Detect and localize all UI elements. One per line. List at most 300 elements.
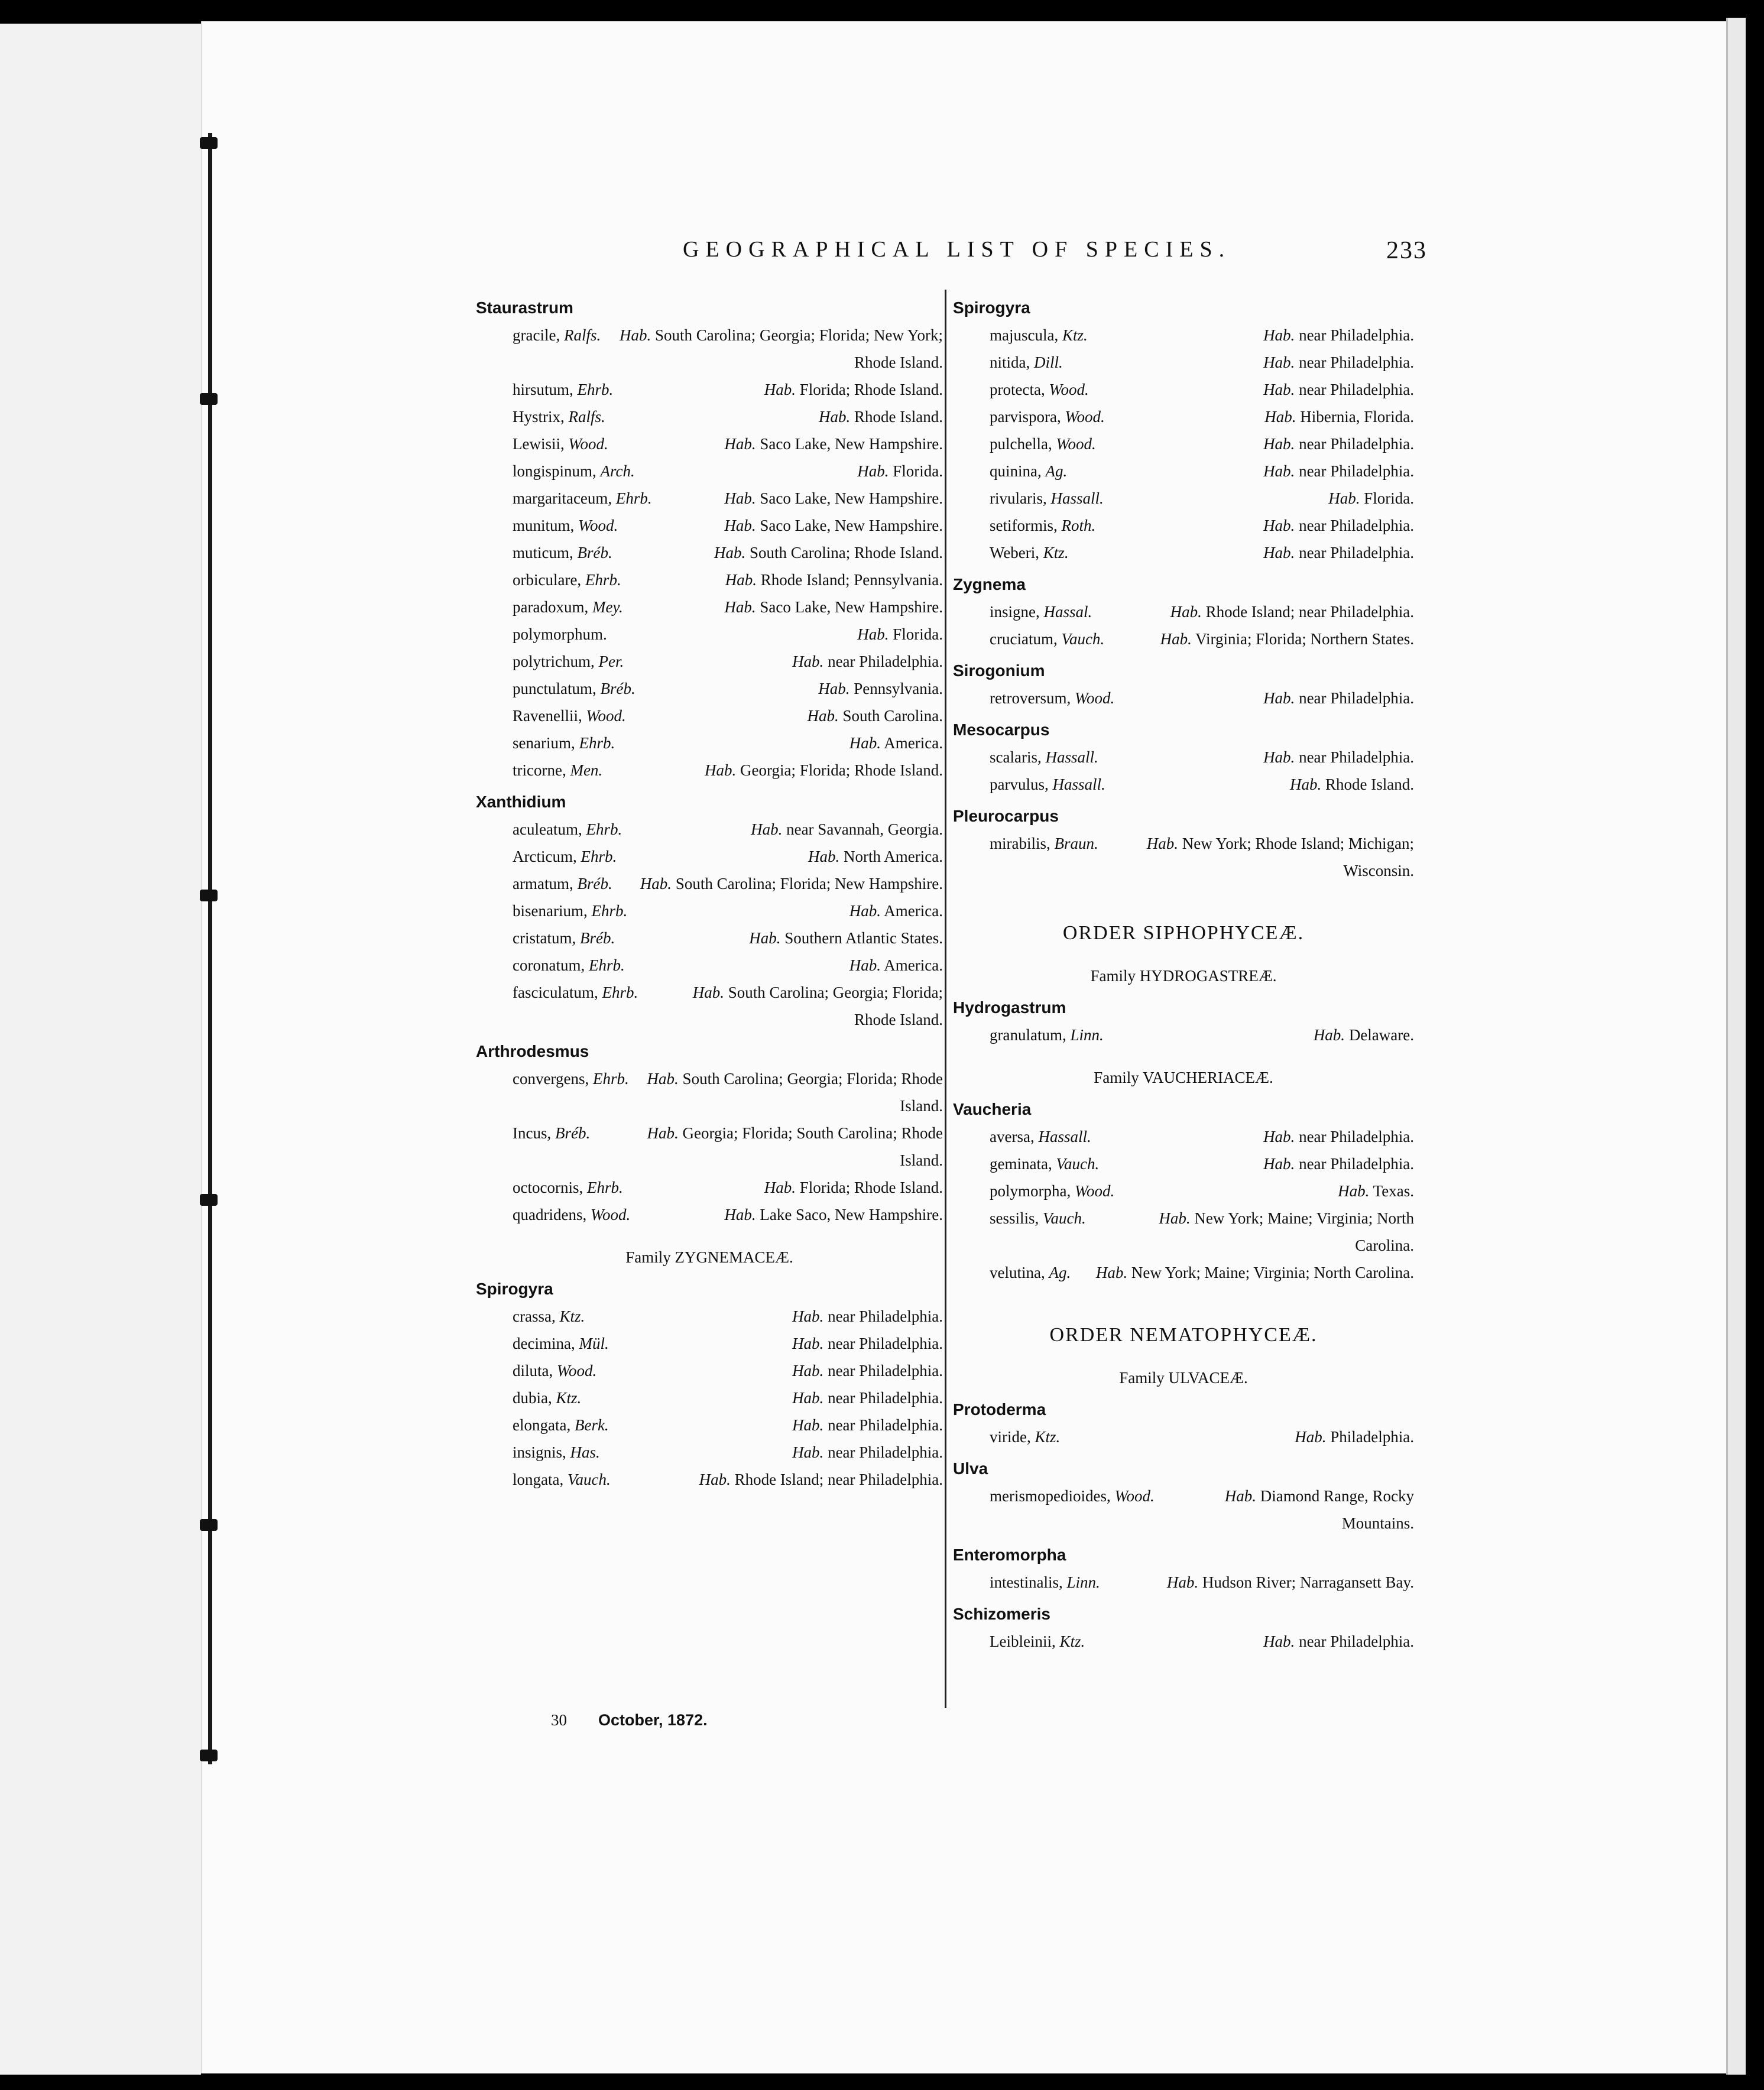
authority: Wood.: [1049, 381, 1089, 398]
habitat: [792, 648, 943, 675]
epithet: orbiculare,: [513, 571, 582, 589]
hab-label: Hab.: [1224, 1487, 1257, 1505]
epithet: cristatum,: [513, 929, 576, 947]
locality: Virginia; Florida; Northern States.: [1195, 630, 1414, 648]
family-heading: Family HYDROGASTREÆ.: [1090, 967, 1277, 985]
species-entry: [953, 457, 1414, 485]
stitch: [200, 1750, 218, 1761]
species-name: [990, 625, 1118, 653]
habitat: [818, 675, 943, 702]
habitat: [1263, 744, 1414, 771]
authority: Ehrb.: [591, 902, 628, 920]
species-name: [990, 830, 1113, 857]
locality: North America.: [844, 848, 943, 865]
genus-heading: Pleurocarpus: [953, 807, 1059, 825]
species-entry: [953, 539, 1414, 566]
epithet: dubia,: [513, 1389, 552, 1407]
species-name: [513, 843, 631, 870]
species-entry: [476, 648, 943, 675]
habitat: [1263, 1123, 1414, 1150]
epithet: quinina,: [990, 462, 1042, 480]
habitat: [604, 1119, 943, 1174]
habitat: [1263, 539, 1414, 566]
column-divider: [945, 290, 946, 1708]
epithet: coronatum,: [513, 956, 585, 974]
locality: Hibernia, Florida.: [1300, 408, 1414, 426]
locality: America.: [884, 956, 943, 974]
locality: near Philadelphia.: [1299, 326, 1414, 344]
species-entry: [476, 729, 943, 757]
habitat: [749, 924, 943, 952]
habitat: [1263, 430, 1414, 457]
epithet: pulchella,: [990, 435, 1052, 453]
hab-label: Hab.: [1264, 408, 1296, 426]
epithet: Lewisii,: [513, 435, 565, 453]
habitat: [792, 1411, 943, 1439]
species-entry: [953, 1123, 1414, 1150]
locality: South Carolina.: [842, 707, 943, 725]
species-name: [513, 816, 636, 843]
genus-heading: Hydrogastrum: [953, 998, 1066, 1017]
hab-label: Hab.: [751, 820, 783, 838]
locality: Rhode Island; near Philadelphia.: [734, 1471, 943, 1488]
locality: Delaware.: [1348, 1026, 1414, 1044]
habitat: [792, 1330, 943, 1357]
locality: Florida; Rhode Island.: [799, 381, 943, 398]
epithet: polytrichum,: [513, 653, 595, 670]
locality: near Philadelphia.: [828, 1443, 943, 1461]
hab-label: Hab.: [1095, 1264, 1128, 1281]
hab-label: Hab.: [714, 544, 746, 562]
authority: Bréb.: [577, 544, 612, 562]
species-entry: [953, 430, 1414, 457]
authority: Wood.: [1114, 1487, 1155, 1505]
epithet: intestinalis,: [990, 1573, 1063, 1591]
authority: Ktz.: [1035, 1428, 1061, 1446]
locality: Philadelphia.: [1330, 1428, 1414, 1446]
authority: Arch.: [600, 462, 635, 480]
epithet: protecta,: [990, 381, 1045, 398]
habitat: [1263, 512, 1414, 539]
locality: near Philadelphia.: [828, 653, 943, 670]
family-heading: Family ZYGNEMACEÆ.: [625, 1248, 793, 1266]
locality: near Savannah, Georgia.: [786, 820, 943, 838]
hab-label: Hab.: [749, 929, 781, 947]
hab-label: Hab.: [857, 625, 889, 643]
locality: near Philadelphia.: [1299, 1633, 1414, 1650]
epithet: paradoxum,: [513, 598, 589, 616]
hab-label: Hab.: [849, 734, 881, 752]
hab-label: Hab.: [1263, 689, 1295, 707]
species-entry: [476, 430, 943, 457]
authority: Ehrb.: [592, 1070, 629, 1088]
authority: Hassall.: [1045, 748, 1098, 766]
locality: Texas.: [1373, 1182, 1414, 1200]
locality: near Philadelphia.: [1299, 748, 1414, 766]
species-name: [990, 1482, 1169, 1510]
species-entry: [476, 457, 943, 485]
hab-label: Hab.: [792, 1307, 824, 1325]
epithet: velutina,: [990, 1264, 1045, 1281]
stitch: [200, 1519, 218, 1531]
hab-label: Hab.: [1263, 1633, 1295, 1650]
species-name: [513, 1411, 623, 1439]
habitat: [857, 457, 943, 485]
epithet: Hystrix,: [513, 408, 565, 426]
species-name: [513, 979, 652, 1006]
genus-heading: Zygnema: [953, 575, 1026, 593]
epithet: crassa,: [513, 1307, 556, 1325]
epithet: sessilis,: [990, 1209, 1039, 1227]
locality: Rhode Island; Pennsylvania.: [760, 571, 943, 589]
species-name: [513, 457, 649, 485]
authority: Vauch.: [1043, 1209, 1086, 1227]
species-name: [990, 1177, 1129, 1205]
epithet: longispinum,: [513, 462, 596, 480]
epithet: parvispora,: [990, 408, 1061, 426]
genus-heading: Xanthidium: [476, 793, 566, 811]
locality: near Philadelphia.: [1299, 435, 1414, 453]
species-entry: [953, 403, 1414, 430]
habitat: [849, 897, 943, 924]
habitat: [1338, 1177, 1414, 1205]
authority: Ktz.: [1043, 544, 1069, 562]
habitat: [1263, 457, 1414, 485]
genus-heading: Ulva: [953, 1459, 988, 1478]
epithet: parvulus,: [990, 775, 1049, 793]
epithet: scalaris,: [990, 748, 1042, 766]
epithet: insignis,: [513, 1443, 566, 1461]
species-name: [990, 1205, 1100, 1232]
hab-label: Hab.: [807, 707, 839, 725]
species-entry: [476, 593, 943, 621]
species-name: [990, 457, 1081, 485]
hab-label: Hab.: [792, 653, 824, 670]
hab-label: Hab.: [1263, 435, 1295, 453]
authority: Wood.: [557, 1362, 597, 1380]
species-name: [513, 702, 640, 729]
habitat: [792, 1357, 943, 1384]
species-entry: [953, 744, 1414, 771]
authority: Has.: [570, 1443, 600, 1461]
habitat: [1100, 1205, 1414, 1259]
locality: New York; Rhode Island; Michigan; Wisconsin.: [1182, 835, 1414, 880]
authority: Vauch.: [1061, 630, 1105, 648]
hab-label: Hab.: [1263, 462, 1295, 480]
epithet: rivularis,: [990, 489, 1047, 507]
hab-label: Hab.: [640, 875, 672, 893]
locality: near Philadelphia.: [828, 1307, 943, 1325]
epithet: Leibleinii,: [990, 1633, 1056, 1650]
species-entry: [953, 1177, 1414, 1205]
hab-label: Hab.: [1263, 326, 1295, 344]
species-name: [513, 1201, 644, 1228]
species-entry: [953, 485, 1414, 512]
habitat: [724, 485, 943, 512]
species-name: [990, 403, 1119, 430]
habitat: [1160, 625, 1414, 653]
epithet: bisenarium,: [513, 902, 588, 920]
authority: Wood.: [1065, 408, 1105, 426]
locality: near Philadelphia.: [828, 1362, 943, 1380]
habitat: [792, 1303, 943, 1330]
locality: Saco Lake, New Hampshire.: [760, 598, 943, 616]
species-entry: [476, 621, 943, 648]
habitat: [724, 593, 943, 621]
locality: America.: [884, 902, 943, 920]
locality: near Philadelphia.: [828, 1416, 943, 1434]
species-entry: [476, 757, 943, 784]
hab-label: Hab.: [724, 1206, 756, 1224]
species-entry: [476, 979, 943, 1033]
epithet: Incus,: [513, 1124, 552, 1142]
species-entry: [953, 1423, 1414, 1450]
authority: Hassal.: [1043, 603, 1092, 621]
species-name: [513, 322, 615, 349]
hab-label: Hab.: [724, 517, 756, 534]
hab-label: Hab.: [1328, 489, 1360, 507]
locality: near Philadelphia.: [828, 1389, 943, 1407]
authority: Wood.: [1074, 1182, 1115, 1200]
habitat: [652, 979, 943, 1033]
species-name: [513, 757, 617, 784]
genus-heading: Spirogyra: [953, 298, 1030, 317]
epithet: muticum,: [513, 544, 573, 562]
locality: South Carolina; Georgia; Florida; Rhode Island.: [728, 984, 943, 1028]
hab-label: Hab.: [857, 462, 889, 480]
epithet: quadridens,: [513, 1206, 587, 1224]
species-entry: [476, 924, 943, 952]
species-name: [513, 1439, 614, 1466]
epithet: Weberi,: [990, 544, 1040, 562]
epithet: fasciculatum,: [513, 984, 598, 1001]
genus-heading: Schizomeris: [953, 1605, 1050, 1623]
hab-label: Hab.: [1263, 381, 1295, 398]
authority: Wood.: [1056, 435, 1096, 453]
species-entry: [476, 702, 943, 729]
species-name: [513, 1357, 611, 1384]
species-name: [990, 430, 1110, 457]
hab-label: Hab.: [1263, 1155, 1295, 1173]
locality: near Philadelphia.: [828, 1335, 943, 1352]
epithet: gracile,: [513, 326, 560, 344]
authority: Dill.: [1034, 353, 1063, 371]
hab-label: Hab.: [724, 489, 756, 507]
species-name: [513, 1466, 625, 1493]
hab-label: Hab.: [1263, 1128, 1295, 1145]
running-header: GEOGRAPHICAL LIST OF SPECIES.: [683, 237, 1231, 262]
locality: New York; Maine; Virginia; North Carolina.: [1194, 1209, 1414, 1254]
species-name: [513, 675, 650, 702]
stitch: [200, 393, 218, 405]
species-entry: [476, 376, 943, 403]
epithet: armatum,: [513, 875, 573, 893]
hab-label: Hab.: [620, 326, 651, 344]
authority: Berk.: [574, 1416, 609, 1434]
epithet: retroversum,: [990, 689, 1071, 707]
species-name: [990, 349, 1077, 376]
locality: South Carolina; Georgia; Florida; New York; Rhode Island.: [655, 326, 943, 371]
authority: Ehrb.: [577, 381, 614, 398]
species-name: [990, 598, 1106, 625]
species-entry: [476, 485, 943, 512]
authority: Ktz.: [556, 1389, 582, 1407]
habitat: [1167, 1569, 1414, 1596]
locality: Diamond Range, Rocky Mountains.: [1260, 1487, 1414, 1532]
family-heading: Family ULVACEÆ.: [1119, 1369, 1248, 1387]
habitat: [764, 1174, 943, 1201]
habitat: [1263, 376, 1414, 403]
locality: America.: [884, 734, 943, 752]
genus-heading: Mesocarpus: [953, 721, 1050, 739]
hab-label: Hab.: [1295, 1428, 1327, 1446]
species-entry: [953, 1205, 1414, 1259]
authority: Men.: [570, 761, 603, 779]
hab-label: Hab.: [1166, 1573, 1199, 1591]
species-entry: [953, 771, 1414, 798]
genus-heading: Staurastrum: [476, 298, 573, 317]
species-name: [513, 621, 621, 648]
epithet: geminata,: [990, 1155, 1052, 1173]
locality: near Philadelphia.: [1299, 1128, 1414, 1145]
authority: Bréb.: [577, 875, 612, 893]
habitat: [1170, 598, 1414, 625]
hab-label: Hab.: [792, 1389, 824, 1407]
species-entry: [476, 675, 943, 702]
hab-label: Hab.: [792, 1443, 824, 1461]
species-name: [513, 593, 637, 621]
authority: Ktz.: [1059, 1633, 1085, 1650]
genus-heading: Spirogyra: [476, 1280, 553, 1298]
habitat: [792, 1439, 943, 1466]
authority: Wood.: [568, 435, 608, 453]
authority: Hassall.: [1052, 775, 1105, 793]
hab-label: Hab.: [764, 381, 796, 398]
authority: Ralfs.: [568, 408, 605, 426]
habitat: [724, 512, 943, 539]
epithet: Arcticum,: [513, 848, 577, 865]
habitat: [1295, 1423, 1414, 1450]
epithet: nitida,: [990, 353, 1030, 371]
habitat: [1328, 485, 1414, 512]
species-name: [513, 566, 635, 593]
family-heading: Family VAUCHERIACEÆ.: [1094, 1069, 1273, 1086]
habitat: [819, 403, 943, 430]
habitat: [643, 1065, 943, 1119]
authority: Braun.: [1054, 835, 1098, 852]
hab-label: Hab.: [808, 848, 840, 865]
authority: Bréb.: [579, 929, 615, 947]
genus-heading: Enteromorpha: [953, 1546, 1066, 1564]
authority: Ehrb.: [581, 848, 617, 865]
authority: Hassall.: [1038, 1128, 1091, 1145]
epithet: octocornis,: [513, 1179, 583, 1196]
species-name: [513, 376, 627, 403]
epithet: tricorne,: [513, 761, 566, 779]
authority: Ehrb.: [585, 571, 621, 589]
locality: New York; Maine; Virginia; North Carolina.: [1131, 1264, 1414, 1281]
authority: Ktz.: [1062, 326, 1088, 344]
species-entry: [953, 1259, 1414, 1286]
habitat: [1264, 403, 1414, 430]
species-name: [513, 512, 632, 539]
authority: Per.: [598, 653, 624, 670]
epithet: granulatum,: [990, 1026, 1066, 1044]
hab-label: Hab.: [705, 761, 737, 779]
epithet: longata,: [513, 1471, 564, 1488]
locality: Florida.: [893, 625, 943, 643]
species-name: [513, 1384, 595, 1411]
hab-label: Hab.: [1263, 748, 1295, 766]
facing-page: [0, 24, 201, 2075]
species-name: [513, 1330, 623, 1357]
species-entry: [476, 1384, 943, 1411]
hab-label: Hab.: [792, 1335, 824, 1352]
species-entry: [953, 512, 1414, 539]
locality: South Carolina; Florida; New Hampshire.: [675, 875, 943, 893]
genus-heading: Vaucheria: [953, 1100, 1032, 1118]
authority: Roth.: [1061, 517, 1096, 534]
species-name: [513, 403, 620, 430]
authority: Bréb.: [600, 680, 635, 697]
habitat: [849, 952, 943, 979]
epithet: mirabilis,: [990, 835, 1050, 852]
species-name: [990, 771, 1120, 798]
species-entry: [476, 1439, 943, 1466]
hab-label: Hab.: [1290, 775, 1322, 793]
authority: Mül.: [579, 1335, 609, 1352]
epithet: setiformis,: [990, 517, 1058, 534]
page-edge: [1726, 18, 1746, 2075]
authority: Ehrb.: [615, 489, 652, 507]
page-number: 233: [1386, 237, 1427, 264]
genus-heading: Sirogonium: [953, 661, 1045, 680]
epithet: diluta,: [513, 1362, 553, 1380]
species-entry: [953, 625, 1414, 653]
hab-label: Hab.: [647, 1070, 679, 1088]
authority: Linn.: [1066, 1573, 1100, 1591]
epithet: convergens,: [513, 1070, 589, 1088]
species-entry: [476, 897, 943, 924]
hab-label: Hab.: [725, 571, 757, 589]
hab-label: Hab.: [699, 1471, 731, 1488]
species-entry: [476, 843, 943, 870]
locality: Florida.: [1364, 489, 1414, 507]
locality: Georgia; Florida; Rhode Island.: [740, 761, 943, 779]
habitat: [808, 702, 943, 729]
hab-label: Hab.: [849, 956, 881, 974]
locality: Southern Atlantic States.: [784, 929, 943, 947]
genus-heading: Arthrodesmus: [476, 1042, 589, 1060]
species-entry: [953, 1482, 1414, 1537]
locality: Saco Lake, New Hampshire.: [760, 517, 943, 534]
habitat: [1263, 684, 1414, 712]
species-entry: [476, 1466, 943, 1493]
species-entry: [953, 376, 1414, 403]
species-entry: [953, 1150, 1414, 1177]
authority: Ag.: [1045, 462, 1068, 480]
habitat: [1169, 1482, 1414, 1537]
hab-label: Hab.: [1159, 1209, 1191, 1227]
habitat: [1290, 771, 1414, 798]
species-entry: [953, 1628, 1414, 1655]
hab-label: Hab.: [647, 1124, 679, 1142]
locality: Florida; Rhode Island.: [799, 1179, 943, 1196]
species-entry: [476, 952, 943, 979]
authority: Linn.: [1070, 1026, 1104, 1044]
epithet: polymorpha,: [990, 1182, 1071, 1200]
epithet: senarium,: [513, 734, 575, 752]
